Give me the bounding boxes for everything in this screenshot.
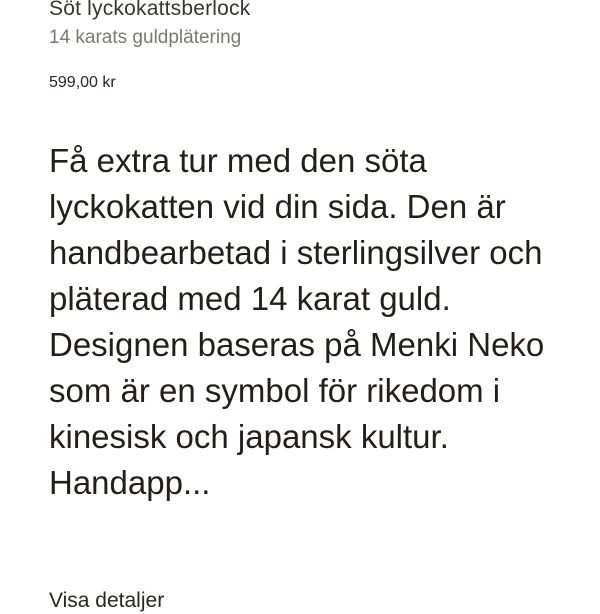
product-title: Söt lyckokattsberlock bbox=[49, 0, 251, 20]
show-details-link[interactable]: Visa detaljer bbox=[49, 589, 165, 612]
product-description: Få extra tur med den söta lyckokatten vid din sida. Den är handbearbetad i sterlingsilver och pläterad med 14 karat guld. Designen baseras på Menki Neko som är en symbol för rikedom i kinesisk och japansk kultur. Handapp... bbox=[49, 142, 545, 501]
product-subtitle: 14 karats guldplätering bbox=[49, 27, 242, 48]
product-price: 599,00 kr bbox=[49, 74, 116, 91]
